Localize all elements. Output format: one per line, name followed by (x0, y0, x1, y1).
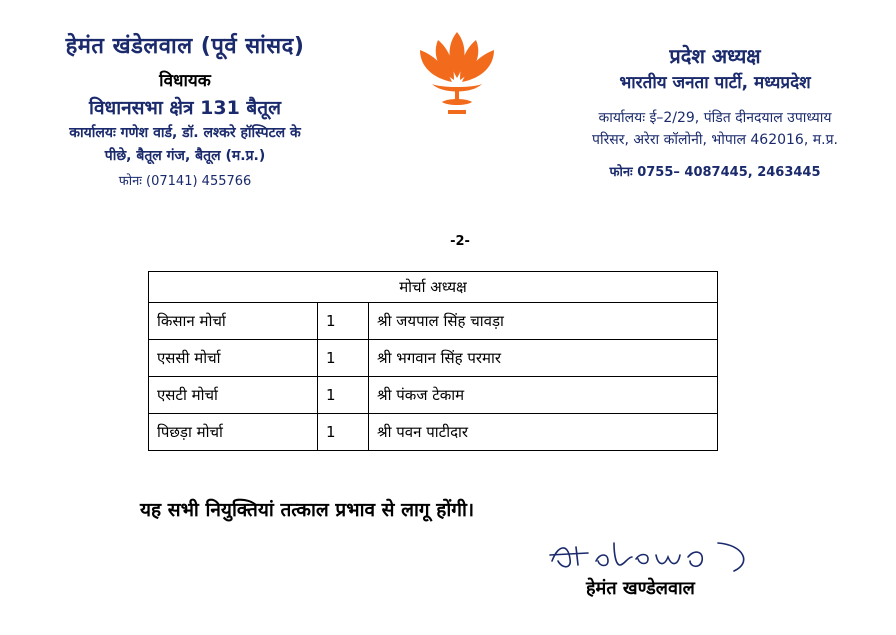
notice-text: यह सभी नियुक्तियां तत्काल प्रभाव से लागू होंगी। (140, 499, 475, 521)
signature-image (548, 535, 763, 577)
right-phone: फोनः 0755– 4087445, 2463445 (609, 165, 821, 180)
mla-name: हेमंत खंडेलवाल (पूर्व सांसद) (65, 34, 305, 59)
left-office-line-1: कार्यालयः गणेश वार्ड, डॉ. लश्करे हॉस्पिटल के (69, 125, 301, 141)
appointee-cell: श्री भगवान सिंह परमार (369, 340, 718, 377)
right-title: प्रदेश अध्यक्ष (669, 44, 761, 68)
table-row (149, 303, 718, 340)
morcha-cell: पिछड़ा मोर्चा (149, 414, 318, 451)
left-phone: फोनः (07141) 455766 (118, 174, 252, 189)
table-heading: मोर्चा अध्यक्ष (149, 272, 718, 303)
right-office-line-2: परिसर, अरेरा कॉलोनी, भोपाल 462016, म.प्र. (592, 132, 838, 148)
left-office-line-2: पीछे, बैतूल गंज, बैतूल (म.प्र.) (104, 148, 266, 164)
morcha-cell: किसान मोर्चा (149, 303, 318, 340)
count-cell: 1 (318, 377, 369, 414)
constituency: विधानसभा क्षेत्र 131 बैतूल (89, 97, 281, 119)
morcha-table (148, 271, 718, 451)
right-office-line-1: कार्यालयः ई–2/29, पंडित दीनदयाल उपाध्याय (598, 110, 832, 126)
appointee-cell: श्री जयपाल सिंह चावड़ा (369, 303, 718, 340)
table-row (149, 414, 718, 451)
morcha-cell: एसटी मोर्चा (149, 377, 318, 414)
count-cell: 1 (318, 303, 369, 340)
party-name: भारतीय जनता पार्टी, मध्यप्रदेश (619, 73, 811, 93)
appointee-cell: श्री पंकज टेकाम (369, 377, 718, 414)
count-cell: 1 (318, 414, 369, 451)
table-row (149, 377, 718, 414)
mla-designation: विधायक (159, 71, 211, 91)
lotus-icon (412, 28, 502, 120)
table-header-row (149, 272, 718, 303)
page-number: -2- (450, 234, 470, 249)
count-cell: 1 (318, 340, 369, 377)
appointee-cell: श्री पवन पाटीदार (369, 414, 718, 451)
signatory-name: हेमंत खण्डेलवाल (586, 578, 695, 599)
morcha-cell: एससी मोर्चा (149, 340, 318, 377)
table-row (149, 340, 718, 377)
